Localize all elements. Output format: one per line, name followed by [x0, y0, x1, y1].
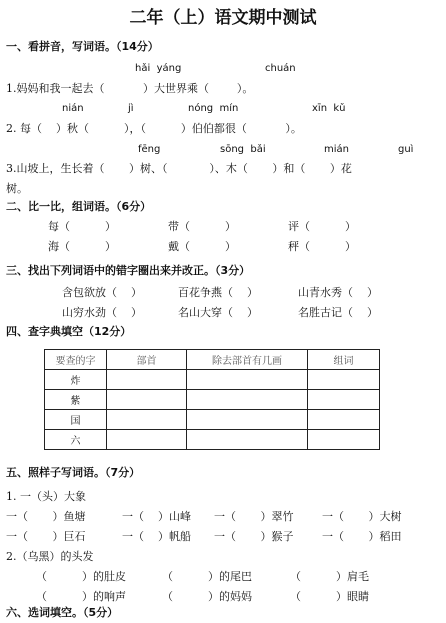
word-item: 秤（ ）: [288, 240, 356, 253]
column-header: 组词: [308, 350, 380, 370]
answer-cell[interactable]: [308, 430, 380, 450]
pinyin: xīn kǔ: [312, 103, 346, 114]
answer-cell[interactable]: [107, 370, 187, 390]
word-item: 山穷水劲（ ）: [62, 306, 142, 319]
word-item: 戴（ ）: [168, 240, 236, 253]
lookup-char: 紫: [45, 390, 107, 410]
question-line: 2. 每（ ）秋（ ），（ ）伯伯都很（ ）。: [6, 122, 302, 135]
answer-cell[interactable]: [107, 390, 187, 410]
word-item: 一（ ）帆船: [122, 530, 191, 543]
word-item: 百花争燕（ ）: [178, 286, 258, 299]
lookup-char: 炸: [45, 370, 107, 390]
answer-cell[interactable]: [107, 430, 187, 450]
word-item: （ ）的肚皮: [36, 570, 126, 583]
word-item: 一（ ）鱼塘: [6, 510, 86, 523]
section-heading-2: 二、比一比，组词语。（6分）: [6, 200, 152, 213]
word-item: 名山大穿（ ）: [178, 306, 258, 319]
word-item: 一（ ）大树: [322, 510, 402, 523]
word-item: 每（ ）: [48, 220, 116, 233]
word-item: （ ）眼睛: [290, 590, 369, 603]
answer-cell[interactable]: [308, 390, 380, 410]
word-item: （ ）的响声: [36, 590, 126, 603]
question-line: 1.妈妈和我一起去（ ）大世界乘（ ）。: [6, 82, 254, 95]
column-header: 要查的字: [45, 350, 107, 370]
section-heading-1: 一、看拼音，写词语。（14分）: [6, 40, 159, 53]
answer-cell[interactable]: [107, 410, 187, 430]
word-item: 一（ ）翠竹: [214, 510, 294, 523]
answer-cell[interactable]: [187, 410, 308, 430]
word-item: 一（ ）猴子: [214, 530, 294, 543]
example-line: 2.（乌黑）的头发: [6, 550, 94, 563]
answer-cell[interactable]: [187, 370, 308, 390]
word-item: 一（ ）巨石: [6, 530, 86, 543]
pinyin: fēng: [138, 144, 161, 155]
pinyin: nián: [62, 103, 84, 114]
pinyin: guì: [398, 144, 414, 155]
pinyin: jì: [128, 103, 134, 114]
answer-cell[interactable]: [187, 390, 308, 410]
word-item: 海（ ）: [48, 240, 116, 253]
word-item: 评（ ）: [288, 220, 356, 233]
table-row: [45, 390, 380, 410]
question-line: 3.山坡上，生长着（ ）树、（ ）、木（ ）和（ ）花: [6, 162, 352, 175]
pinyin: nóng mín: [188, 103, 239, 114]
example-line: 1. 一（头）大象: [6, 490, 86, 503]
table-row: [45, 430, 380, 450]
lookup-char: 六: [45, 430, 107, 450]
section-heading-4: 四、查字典填空（12分）: [6, 325, 132, 338]
section-heading-6: 六、选词填空。（5分）: [6, 606, 119, 619]
answer-cell[interactable]: [308, 370, 380, 390]
pinyin: hǎi yáng: [135, 63, 182, 74]
pinyin: sōng bǎi: [220, 144, 266, 155]
lookup-char: 国: [45, 410, 107, 430]
page-title: 二年（上）语文期中测试: [129, 8, 317, 28]
column-header: 除去部首有几画: [187, 350, 308, 370]
word-item: 一（ ）山峰: [122, 510, 191, 523]
word-item: （ ）的妈妈: [162, 590, 252, 603]
table-header-row: [45, 350, 380, 370]
word-item: 名胜古记（ ）: [298, 306, 378, 319]
word-item: 一（ ）稻田: [322, 530, 402, 543]
pinyin: chuán: [265, 63, 296, 74]
word-item: 山青水秀（ ）: [298, 286, 378, 299]
word-item: （ ）的尾巴: [162, 570, 252, 583]
dictionary-table: [44, 349, 380, 450]
section-heading-5: 五、照样子写词语。（7分）: [6, 466, 141, 479]
answer-cell[interactable]: [308, 410, 380, 430]
word-item: 带（ ）: [168, 220, 236, 233]
answer-cell[interactable]: [187, 430, 308, 450]
word-item: （ ）肩毛: [290, 570, 369, 583]
table-row: [45, 410, 380, 430]
pinyin: mián: [324, 144, 349, 155]
section-heading-3: 三、找出下列词语中的错字圈出来并改正。（3分）: [6, 264, 251, 277]
question-line: 树。: [6, 182, 28, 195]
column-header: 部首: [107, 350, 187, 370]
table-row: [45, 370, 380, 390]
word-item: 含包欲放（ ）: [62, 286, 142, 299]
